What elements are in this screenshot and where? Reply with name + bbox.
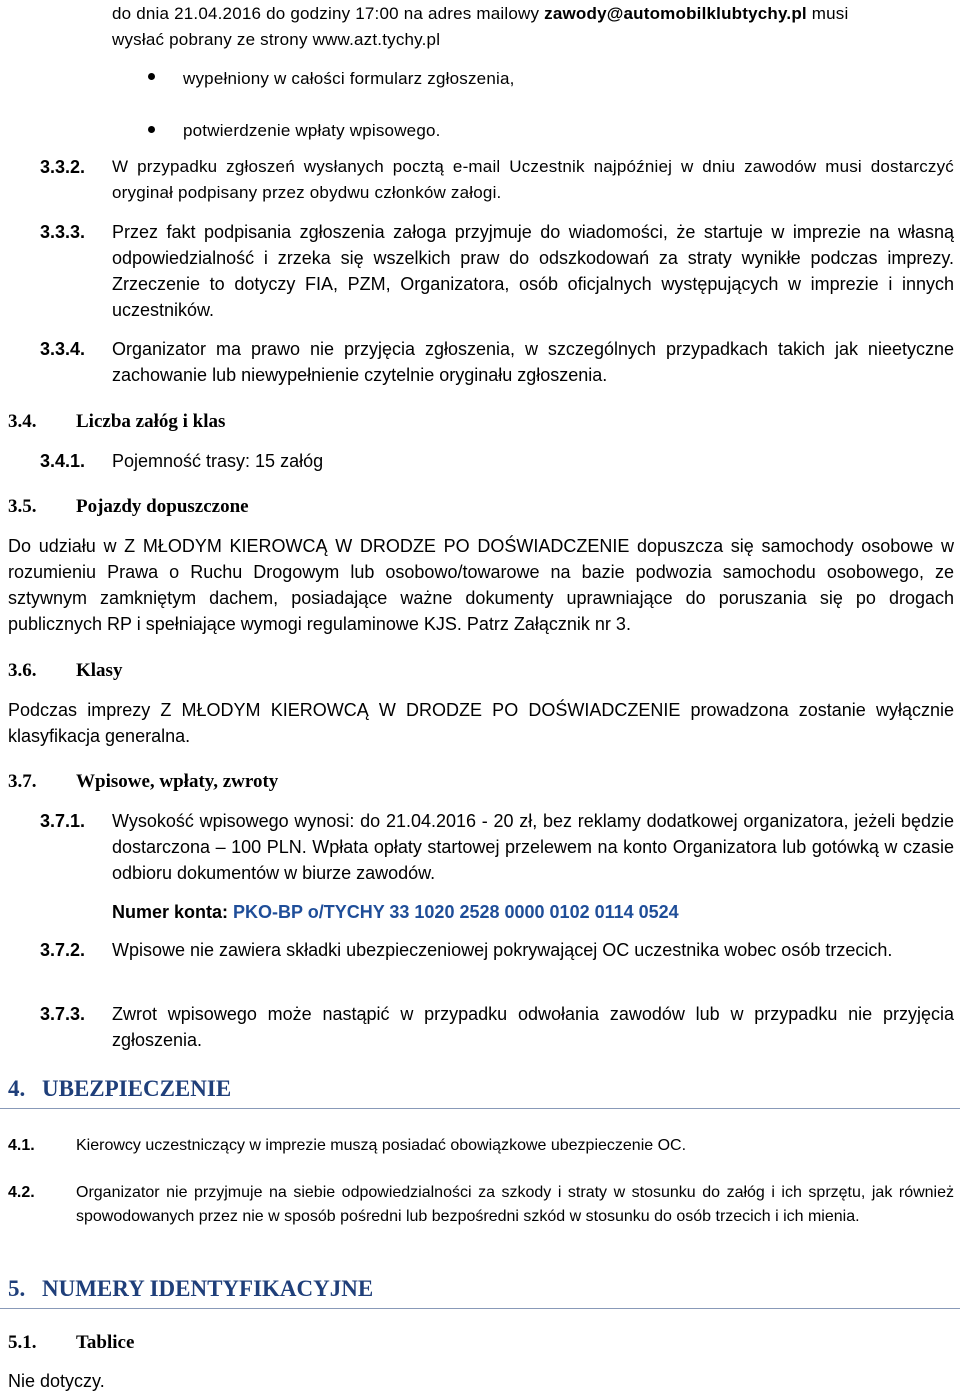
section-number: 4.2.	[8, 1184, 35, 1201]
section-4-2-text: Organizator nie przyjmuje na siebie odpowiedzialności za szkody i straty w stosunku do załóg i ich sprzętu, jak również spowodowanych przez nie w sposób pośredni lub bezpośredni szkód w stosunku do osób trzecich i ich mienia.	[76, 1184, 954, 1225]
section-number: 3.4.1.	[40, 451, 86, 471]
section-number: 4.	[8, 1076, 26, 1101]
section-3-4-1-text: Pojemność trasy: 15 załóg	[112, 451, 324, 471]
section-5-1-text: Nie dotyczy.	[8, 1371, 105, 1391]
section-3-7-2-text: Wpisowe nie zawiera składki ubezpieczeniowej pokrywającej OC uczestnika wobec osób trzecich.	[112, 940, 893, 960]
section-number: 3.7.3.	[40, 1004, 86, 1024]
bullet-icon	[148, 73, 155, 80]
section-4-1-text: Kierowcy uczestniczący w imprezie muszą posiadać obowiązkowe ubezpieczenie OC.	[76, 1137, 687, 1154]
section-number: 3.7.1.	[40, 811, 86, 831]
bullet-icon	[148, 126, 155, 133]
section-5-title: NUMERY IDENTYFIKACYJNE	[42, 1276, 374, 1301]
section-number: 3.3.3.	[40, 222, 86, 242]
section-3-7-title: Wpisowe, wpłaty, zwroty	[76, 771, 279, 792]
section-5-1-title: Tablice	[76, 1332, 135, 1353]
section-number: 3.3.4.	[40, 339, 86, 359]
bank-account	[112, 899, 679, 925]
section-3-3-4-text: Organizator ma prawo nie przyjęcia zgłoszenia, w szczególnych przypadkach takich jak nieetyczne zachowanie lub niewypełnienie czytelnie oryginału zgłoszenia.	[112, 339, 954, 385]
section-number: 5.	[8, 1276, 26, 1301]
section-number: 4.1.	[8, 1137, 35, 1154]
email-address[interactable]: zawody@automobilklubtychy.pl	[544, 4, 807, 23]
section-number: 3.4.	[8, 411, 37, 432]
section-3-3-3-text: Przez fakt podpisania zgłoszenia załoga przyjmuje do wiadomości, że startuje w imprezie na własną odpowiedzialność i zrzeka się wszelkich praw do odszkodowań za straty wynikłe podczas imprezy. Zrzeczenie to dotyczy FIA, PZM, Organizatora, osób oficjalnych występujących w imprezie i innych uczestników.	[112, 222, 954, 320]
bank-account-label: Numer konta:	[112, 902, 229, 922]
section-3-6-title: Klasy	[76, 660, 123, 681]
section-3-5-title: Pojazdy dopuszczone	[76, 496, 249, 517]
section-number: 3.7.	[8, 771, 37, 792]
section-3-3-2-text: W przypadku zgłoszeń wysłanych pocztą e-mail Uczestnik najpóźniej w dniu zawodów musi dostarczyć oryginał podpisany przez obydwu członków załogi.	[112, 157, 954, 202]
intro-line-2: wysłać pobrany ze strony www.azt.tychy.pl	[112, 30, 441, 49]
section-number: 3.7.2.	[40, 940, 86, 960]
section-number: 3.6.	[8, 660, 37, 681]
section-number: 5.1.	[8, 1332, 37, 1353]
bullet-item-payment: potwierdzenie wpłaty wpisowego.	[183, 121, 441, 140]
section-3-4-title: Liczba załóg i klas	[76, 411, 226, 432]
section-3-7-3-text: Zwrot wpisowego może nastąpić w przypadku odwołania zawodów lub w przypadku nie przyjęcia zgłoszenia.	[112, 1004, 954, 1050]
heading-divider	[0, 1108, 960, 1109]
intro-line-1: do dnia 21.04.2016 do godziny 17:00 na adres mailowy zawody@automobilklubtychy.pl musi	[112, 4, 849, 23]
section-3-5-text: Do udziału w Z MŁODYM KIEROWCĄ W DRODZE PO DOŚWIADCZENIE dopuszcza się samochody osobowe w rozumieniu Prawa o Ruchu Drogowym lub osobowo/towarowe na bazie podwozia samochodu osobowego, ze sztywnym zamkniętym dachem, posiadające ważne dokumenty uprawniające do poruszania się po drogach publicznych RP i spełniające wymogi regulaminowe KJS. Patrz Załącznik nr 3.	[8, 536, 954, 634]
section-number: 3.5.	[8, 496, 37, 517]
section-4-title: UBEZPIECZENIE	[42, 1076, 232, 1101]
section-number: 3.3.2.	[40, 157, 86, 177]
heading-divider	[0, 1308, 960, 1309]
bank-account-number: PKO-BP o/TYCHY 33 1020 2528 0000 0102 0114 0524	[233, 902, 679, 922]
section-3-6-text: Podczas imprezy Z MŁODYM KIEROWCĄ W DRODZE PO DOŚWIADCZENIE prowadzona zostanie wyłącznie klasyfikacja generalna.	[8, 700, 954, 746]
bullet-item-form: wypełniony w całości formularz zgłoszenia,	[183, 69, 515, 88]
section-3-7-1-text: Wysokość wpisowego wynosi: do 21.04.2016 - 20 zł, bez reklamy dodatkowej organizatora, jeżeli będzie dostarczona – 100 PLN. Wpłata opłaty startowej przelewem na konto Organizatora lub gotówką w czasie odbioru dokumentów w biurze zawodów.	[112, 811, 954, 883]
